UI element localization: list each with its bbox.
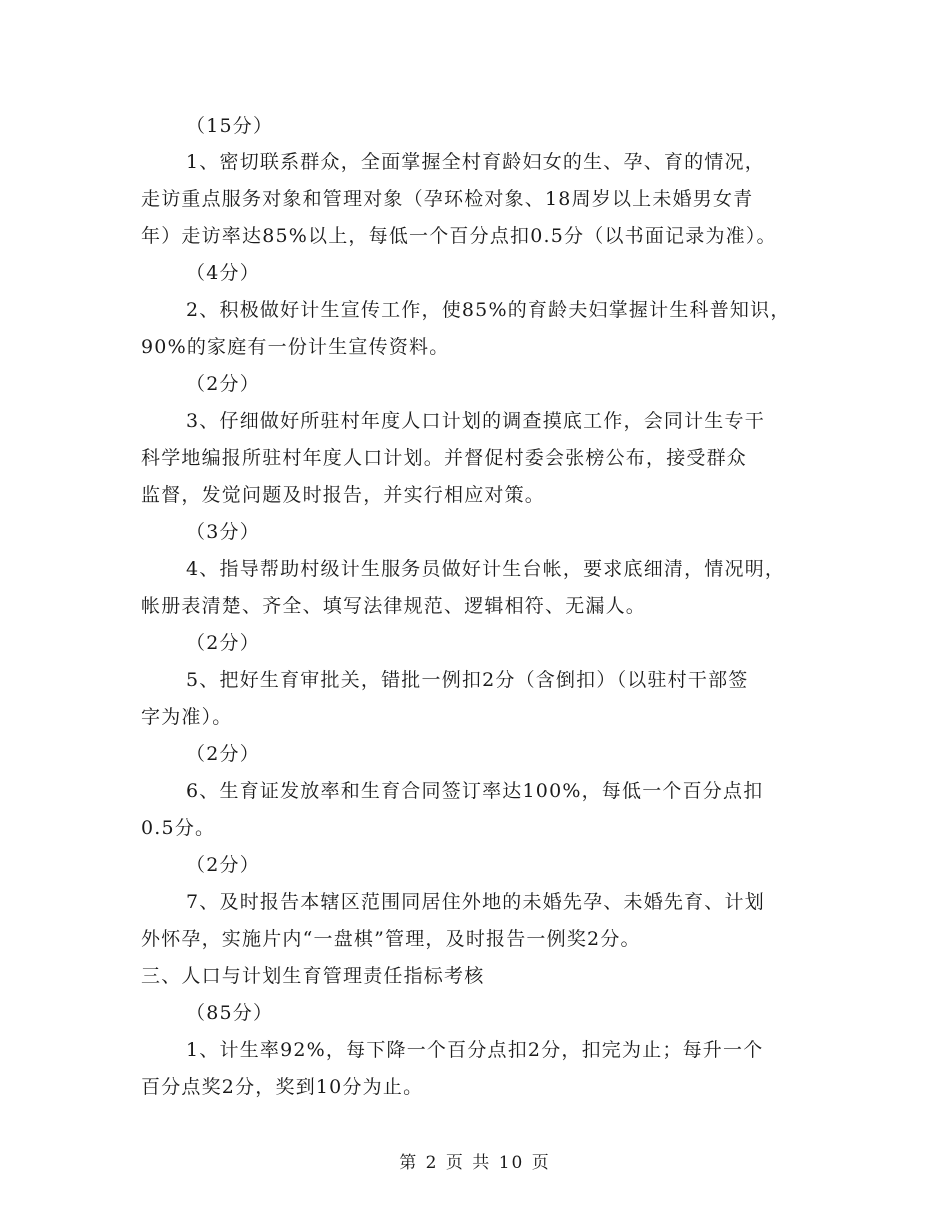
score-note: （2分） <box>186 743 260 765</box>
section-heading: 三、人口与计划生育管理责任指标考核 <box>141 965 485 987</box>
paragraph-line: 1、密切联系群众，全面掌握全村育龄妇女的生、孕、育的情况， <box>186 151 765 173</box>
paragraph-line: 年）走访率达85%以上，每低一个百分点扣0.5分（以书面记录为准）。 <box>141 225 777 247</box>
score-note: （2分） <box>186 373 260 395</box>
paragraph-line: 3、仔细做好所驻村年度人口计划的调查摸底工作，会同计生专干 <box>186 410 765 432</box>
score-note: （4分） <box>186 262 260 284</box>
paragraph-line: 科学地编报所驻村年度人口计划。并督促村委会张榜公布，接受群众 <box>141 447 748 469</box>
paragraph-line: 4、指导帮助村级计生服务员做好计生台帐，要求底细清，情况明， <box>186 558 786 580</box>
paragraph-line: 5、把好生育审批关，错批一例扣2分（含倒扣）（以驻村干部签 <box>186 669 749 691</box>
score-note: （2分） <box>186 632 260 654</box>
paragraph-line: 7、及时报告本辖区范围同居住外地的未婚先孕、未婚先育、计划 <box>186 891 765 913</box>
paragraph-line: 监督，发觉问题及时报告，并实行相应对策。 <box>141 484 546 506</box>
paragraph-line: 字为准）。 <box>141 706 233 728</box>
paragraph-line: 外怀孕，实施片内“一盘棋”管理，及时报告一例奖2分。 <box>141 928 641 950</box>
paragraph-line: 百分点奖2分，奖到10分为止。 <box>141 1076 424 1098</box>
score-note: （2分） <box>186 854 260 876</box>
score-note: （85分） <box>186 1002 274 1024</box>
paragraph-line: 帐册表清楚、齐全、填写法律规范、逻辑相符、无漏人。 <box>141 595 647 617</box>
score-note: （3分） <box>186 521 260 543</box>
paragraph-line: 90%的家庭有一份计生宣传资料。 <box>141 336 450 358</box>
paragraph-line: 2、积极做好计生宣传工作，使85%的育龄夫妇掌握计生科普知识， <box>186 299 791 321</box>
paragraph-line: 6、生育证发放率和生育合同签订率达100%，每低一个百分点扣 <box>186 780 764 802</box>
page-footer: 第 2 页 共 10 页 <box>399 1153 551 1173</box>
paragraph-line: 0.5分。 <box>141 817 216 839</box>
score-note: （15分） <box>186 115 274 137</box>
paragraph-line: 走访重点服务对象和管理对象（孕环检对象、18周岁以上未婚男女青 <box>141 188 754 210</box>
paragraph-line: 1、计生率92%，每下降一个百分点扣2分，扣完为止；每升一个 <box>186 1039 764 1061</box>
